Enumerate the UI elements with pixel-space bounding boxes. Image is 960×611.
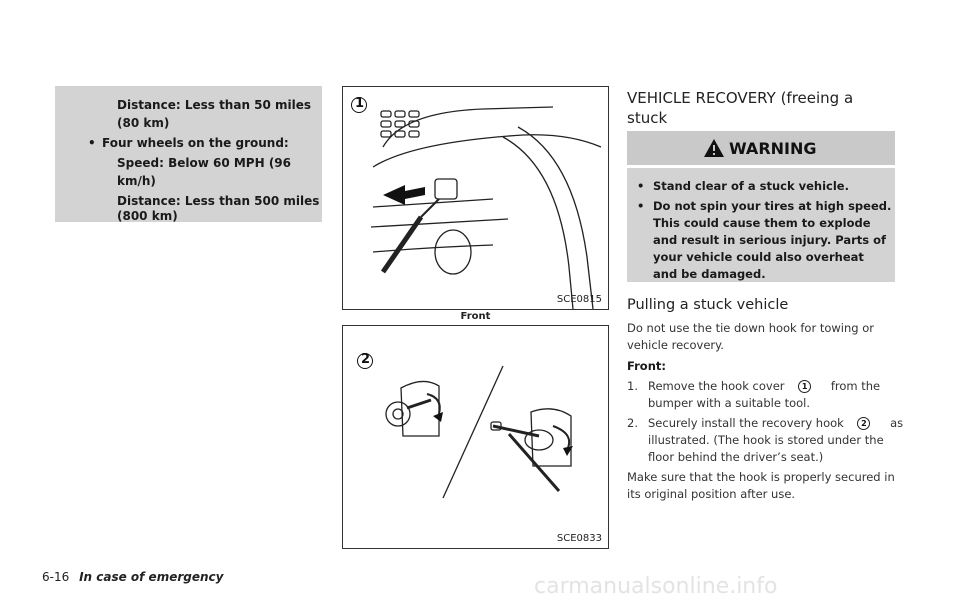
warning-item-2-line1: Do not spin your tires at high speed. xyxy=(653,199,892,213)
figure-caption: Front xyxy=(460,311,491,322)
speed-line: Speed: Below 60 MPH (96 xyxy=(117,156,291,170)
distance-km-2: (800 km) xyxy=(117,209,178,223)
step1-marker: 1 xyxy=(798,380,811,393)
watermark: carmanualsonline.info xyxy=(534,574,778,599)
step1-text xyxy=(648,378,880,395)
front-label: Front: xyxy=(627,359,666,373)
step1-text-b: from the xyxy=(830,379,881,393)
figure-marker-1: 1 xyxy=(355,96,365,111)
distance-km: (80 km) xyxy=(117,116,170,130)
speed-kmh: km/h) xyxy=(117,174,156,188)
towing-limits-box xyxy=(55,86,322,222)
warning-item-2-line5: and be damaged. xyxy=(653,267,766,281)
four-wheels-label: Four wheels on the ground: xyxy=(102,136,289,150)
step2-text-a: Securely install the recovery hook xyxy=(648,416,844,430)
section-name: In case of emergency xyxy=(79,570,224,584)
warning-item-1: Stand clear of a stuck vehicle. xyxy=(653,179,849,193)
step2-number: 2. xyxy=(627,416,638,430)
step2-marker: 2 xyxy=(857,417,870,430)
warning-triangle-icon xyxy=(703,138,725,158)
warning-body xyxy=(627,168,895,282)
hook-illustration xyxy=(343,326,608,548)
step1-line2: bumper with a suitable tool. xyxy=(648,396,810,410)
para1-line1: Do not use the tie down hook for towing or xyxy=(627,321,874,335)
warning-item-2-line2: This could cause them to explode xyxy=(653,216,871,230)
para1-line2: vehicle recovery. xyxy=(627,338,724,352)
step2-line3: floor behind the driver’s seat.) xyxy=(648,450,824,464)
warning-item-2-line3: and result in serious injury. Parts of xyxy=(653,233,886,247)
page-footer xyxy=(42,570,223,584)
step2-line2: illustrated. (The hook is stored under the xyxy=(648,433,884,447)
bullet-glyph: • xyxy=(637,179,645,193)
warning-header xyxy=(627,131,895,165)
distance-line: Distance: Less than 50 miles xyxy=(117,98,312,112)
page-number: 6-16 xyxy=(42,570,70,584)
step1-text-a: Remove the hook cover xyxy=(648,379,785,393)
bullet-glyph: • xyxy=(637,199,645,213)
figure-install-hook xyxy=(342,325,609,549)
step1-number: 1. xyxy=(627,379,638,393)
step2-text xyxy=(648,415,903,432)
bumper-illustration xyxy=(343,87,608,309)
figure-front-bumper xyxy=(342,86,609,310)
figure-code: SCE0815 xyxy=(556,294,602,305)
warning-label: WARNING xyxy=(729,139,817,158)
bullet-glyph: • xyxy=(88,136,96,150)
para2-line2: its original position after use. xyxy=(627,487,796,501)
figure-code: SCE0833 xyxy=(556,533,602,544)
para2-line1: Make sure that the hook is properly secured in xyxy=(627,470,895,484)
step2-text-b: as xyxy=(890,416,904,430)
warning-item-2-line4: your vehicle could also overheat xyxy=(653,250,864,264)
distance-line-2: Distance: Less than 500 miles xyxy=(117,194,320,208)
subsection-title: Pulling a stuck vehicle xyxy=(627,297,789,313)
section-title-line1: VEHICLE RECOVERY (freeing a stuck xyxy=(627,89,854,127)
figure-marker-2: 2 xyxy=(361,352,371,367)
